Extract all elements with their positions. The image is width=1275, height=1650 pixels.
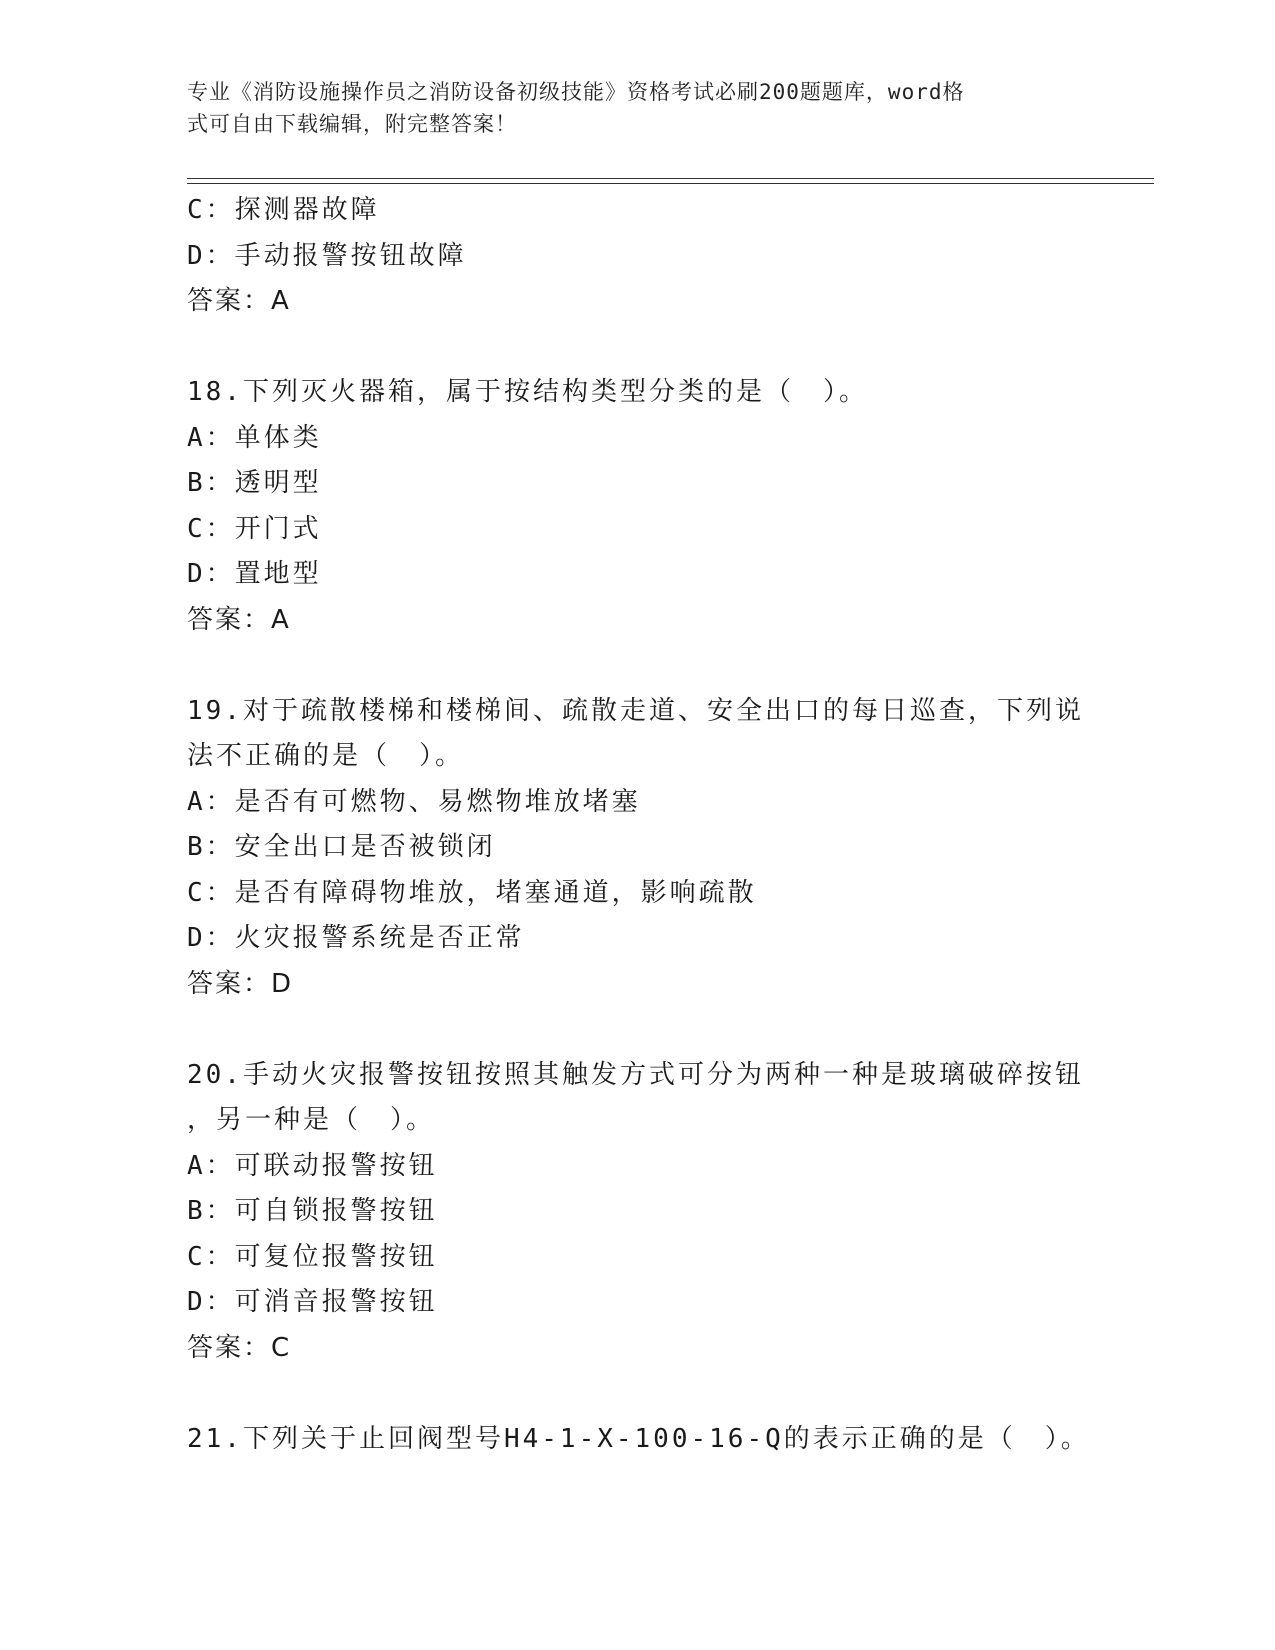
header-line-1: 专业《消防设施操作员之消防设备初级技能》资格考试必刷200题题库，word格	[187, 80, 965, 104]
option-b: B：透明型	[187, 468, 322, 498]
option-c: C：可复位报警按钮	[187, 1241, 438, 1272]
question-17-tail	[187, 188, 1087, 325]
header-divider-bottom	[187, 183, 1154, 184]
answer: 答案：A	[187, 604, 291, 635]
option-b: B：安全出口是否被锁闭	[187, 832, 496, 862]
question-19	[187, 689, 1087, 1008]
option-c: C：是否有障碍物堆放，堵塞通道，影响疏散	[187, 877, 757, 908]
header-divider-top	[187, 178, 1154, 179]
spacer	[187, 1007, 1087, 1053]
question-text-line-1: 20.手动火灾报警按钮按照其触发方式可分为两种一种是玻璃破碎按钮	[187, 1059, 1084, 1090]
option-c: C：开门式	[187, 513, 322, 544]
option-c: C：探测器故障	[187, 195, 380, 225]
option-a: A：可联动报警按钮	[187, 1150, 438, 1181]
option-a: A：单体类	[187, 422, 322, 453]
question-21	[187, 1417, 1090, 1463]
question-text: 21.下列关于止回阀型号H4-1-X-100-16-Q的表示正确的是（ ）。	[187, 1423, 1090, 1454]
question-18	[187, 370, 1087, 643]
answer: 答案：D	[187, 968, 294, 999]
option-d: D：置地型	[187, 559, 322, 589]
document-header	[187, 76, 1087, 140]
spacer	[187, 1371, 1087, 1417]
question-text: 18.下列灭火器箱，属于按结构类型分类的是（ ）。	[187, 377, 868, 407]
question-text-line-2: ，另一种是（ ）。	[187, 1105, 436, 1135]
option-a: A：是否有可燃物、易燃物堆放堵塞	[187, 786, 641, 817]
question-text-line-2: 法不正确的是（ ）。	[187, 741, 465, 771]
question-list	[187, 188, 1090, 1462]
spacer	[187, 325, 1087, 371]
option-d: D：可消音报警按钮	[187, 1287, 438, 1317]
spacer	[187, 643, 1087, 689]
question-20	[187, 1053, 1087, 1372]
question-text-line-1: 19.对于疏散楼梯和楼梯间、疏散走道、安全出口的每日巡查，下列说	[187, 695, 1084, 726]
option-d: D：火灾报警系统是否正常	[187, 923, 525, 953]
option-b: B：可自锁报警按钮	[187, 1196, 438, 1226]
answer: 答案：C	[187, 1332, 292, 1363]
option-d: D：手动报警按钮故障	[187, 240, 467, 271]
answer: 答案：A	[187, 286, 291, 316]
header-line-2: 式可自由下载编辑，附完整答案！	[187, 112, 517, 136]
